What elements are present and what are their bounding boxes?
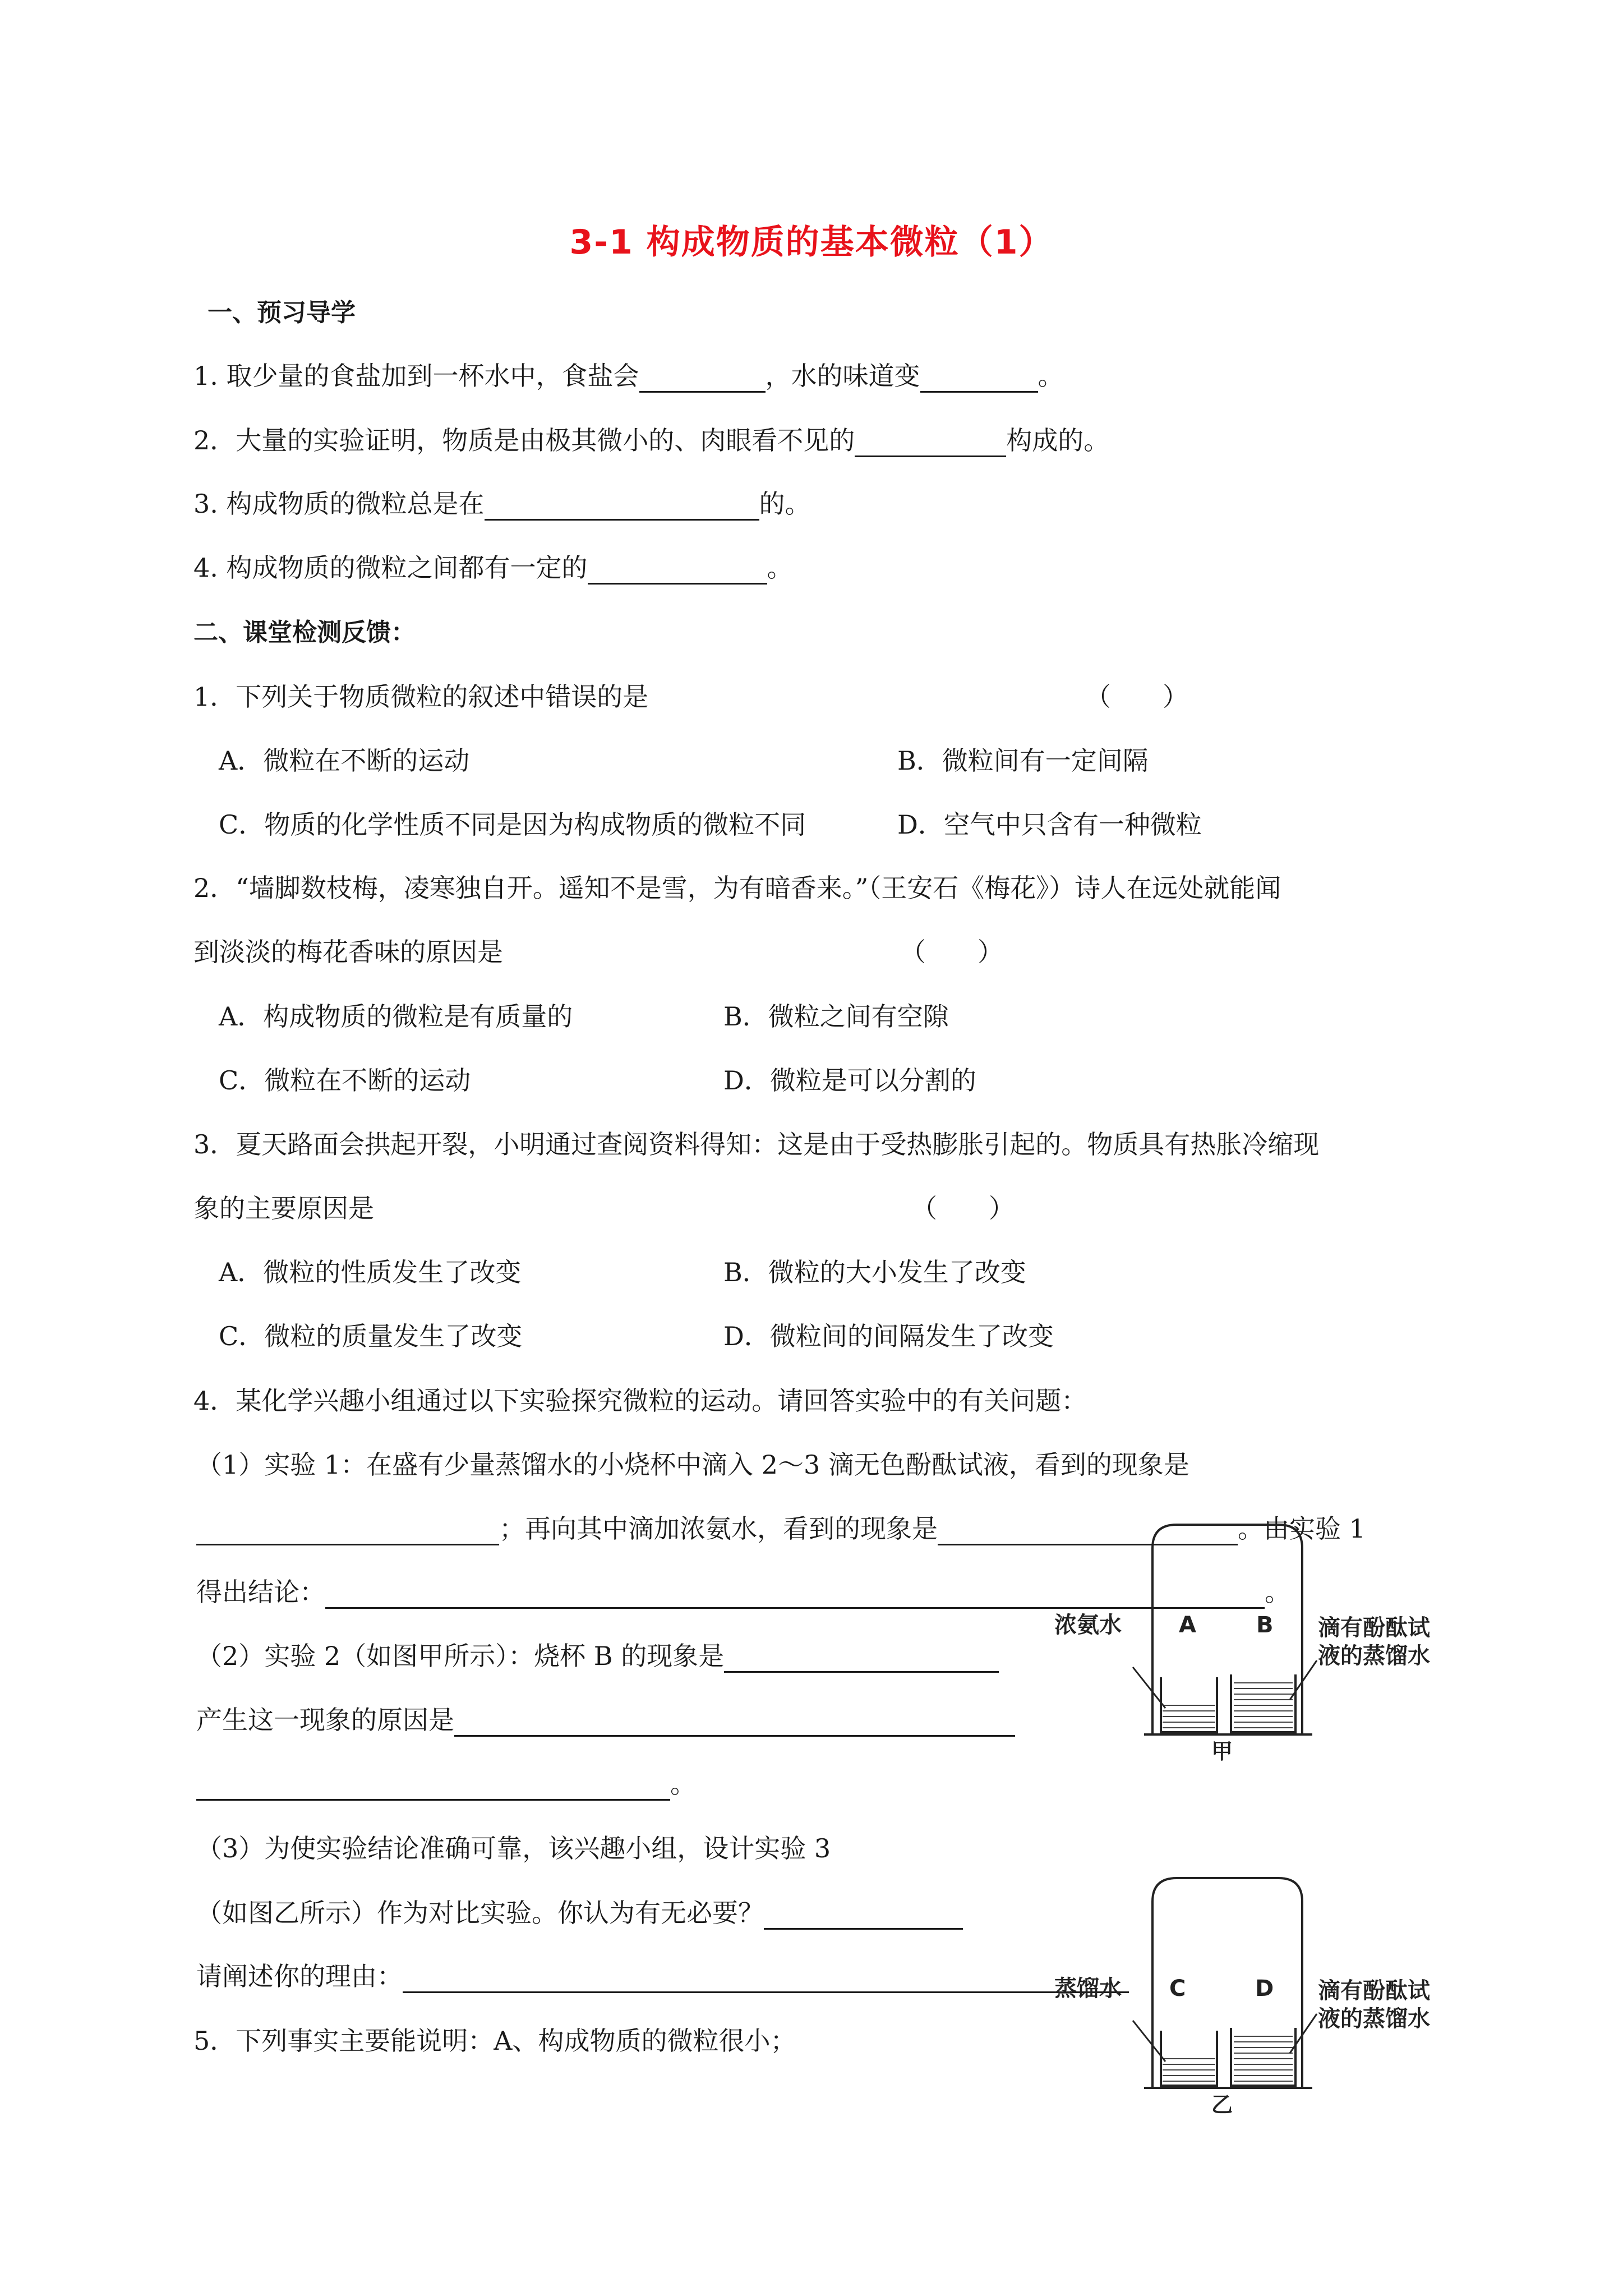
mc3-option-a: A．微粒的性质发生了改变 xyxy=(219,1257,522,1287)
q4-part1-conclusion-label: 得出结论： xyxy=(196,1577,325,1607)
yi-beaker-c-label: C xyxy=(1169,1976,1186,2001)
figure-jia xyxy=(1049,1515,1464,1761)
yi-left-label: 蒸馏水 xyxy=(1054,1976,1122,2001)
yi-beaker-d-label: D xyxy=(1255,1976,1274,2001)
mc3-option-b: B．微粒的大小发生了改变 xyxy=(723,1257,1026,1287)
q2-text-b: 构成的。 xyxy=(1006,425,1110,455)
q4-stem: 4．某化学兴趣小组通过以下实验探究微粒的运动。请回答实验中的有关问题： xyxy=(193,1386,1087,1416)
q4-part2-reason-label: 产生这一现象的原因是 xyxy=(196,1705,454,1735)
preview-q1 xyxy=(193,359,1064,393)
q4-part2-line1 xyxy=(196,1639,999,1673)
q4-part1-text-c: 。由实验 1 xyxy=(1238,1513,1366,1544)
q2-text-a: 2．大量的实验证明，物质是由极其微小的、肉眼看不见的 xyxy=(193,425,855,455)
jia-beaker-a-label: A xyxy=(1179,1612,1196,1638)
q4-part3-reason-blank[interactable] xyxy=(403,1963,1129,1993)
jia-caption: 甲 xyxy=(1211,1739,1233,1761)
mc3-stem-line2: 象的主要原因是 xyxy=(193,1193,374,1223)
mc3-stem-line1: 3．夏天路面会拱起开裂，小明通过查阅资料得知：这是由于受热膨胀引起的。物质具有热胀冷缩现 xyxy=(193,1129,1320,1159)
q1-text-a: 1. 取少量的食盐加到一杯水中，食盐会 xyxy=(193,361,639,391)
jia-right-label-1: 滴有酚酞试 xyxy=(1318,1615,1430,1641)
q4-part3-reason-label: 请阐述你的理由： xyxy=(196,1961,403,1991)
mc1-option-d: D．空气中只含有一种微粒 xyxy=(897,809,1202,840)
q4-part2-line2 xyxy=(196,1703,1015,1737)
mc3-option-c: C．微粒的质量发生了改变 xyxy=(219,1321,523,1351)
mc2-option-d: D．微粒是可以分割的 xyxy=(723,1065,976,1096)
q4-part2-text: （2）实验 2（如图甲所示）：烧杯 B 的现象是 xyxy=(196,1641,725,1671)
q4-text-a: 4. 构成物质的微粒之间都有一定的 xyxy=(193,553,588,583)
beaker-d-liquid xyxy=(1234,2036,1293,2081)
mc3-answer-paren[interactable]: （ ） xyxy=(911,1193,1015,1223)
section-heading-preview: 一、预习导学 xyxy=(208,298,356,327)
mc1-stem: 1．下列关于物质微粒的叙述中错误的是 xyxy=(193,682,649,712)
q2-blank[interactable] xyxy=(855,427,1006,457)
preview-q4 xyxy=(193,551,793,585)
mc2-stem-line1: 2．“墙脚数枝梅，凌寒独自开。遥知不是雪，为有暗香来。”（王安石《梅花》）诗人在远处就能闻 xyxy=(193,873,1281,903)
mc1-option-a: A．微粒在不断的运动 xyxy=(219,746,470,776)
mc2-option-c: C．微粒在不断的运动 xyxy=(219,1065,471,1096)
q5-stem: 5．下列事实主要能说明：A、构成物质的微粒很小； xyxy=(193,2026,796,2056)
q4-part1-conclusion-end: 。 xyxy=(1265,1577,1290,1607)
jia-right-label-2: 液的蒸馏水 xyxy=(1318,1643,1430,1669)
mc2-option-a: A．构成物质的微粒是有质量的 xyxy=(219,1001,573,1032)
q4-part3-line3 xyxy=(196,1959,1129,1993)
q4-part1-line1: （1）实验 1：在盛有少量蒸馏水的小烧杯中滴入 2～3 滴无色酚酞试液，看到的现象是 xyxy=(196,1450,1189,1480)
preview-q3 xyxy=(193,487,811,521)
q4-blank[interactable] xyxy=(588,555,767,585)
mc2-option-b: B．微粒之间有空隙 xyxy=(723,1001,949,1032)
q4-part2-reason-blank-2[interactable] xyxy=(196,1771,670,1801)
q4-part3-line2 xyxy=(196,1896,963,1930)
yi-caption: 乙 xyxy=(1211,2092,1233,2115)
q4-text-b: 。 xyxy=(767,553,793,583)
mc1-answer-paren[interactable]: （ ） xyxy=(1085,682,1188,712)
q4-part2-end: 。 xyxy=(670,1769,696,1799)
mc1-option-c: C．物质的化学性质不同是因为构成物质的微粒不同 xyxy=(219,809,806,840)
beaker-c-liquid xyxy=(1163,2059,1215,2081)
q4-part3-blank[interactable] xyxy=(764,1900,963,1930)
q4-part3-line1: （3）为使实验结论准确可靠，该兴趣小组，设计实验 3 xyxy=(196,1833,831,1864)
q4-part3-question: （如图乙所示）作为对比实验。你认为有无必要？ xyxy=(196,1898,764,1928)
mc2-stem-line2: 到淡淡的梅花香味的原因是 xyxy=(193,937,503,967)
beaker-b-liquid xyxy=(1234,1683,1293,1728)
q3-text-a: 3. 构成物质的微粒总是在 xyxy=(193,489,485,519)
mc1-option-b: B．微粒间有一定间隔 xyxy=(897,746,1149,776)
q1-text-c: 。 xyxy=(1038,361,1064,391)
figure-yi xyxy=(1049,1868,1464,2115)
mc3-option-d: D．微粒间的间隔发生了改变 xyxy=(723,1321,1054,1351)
beaker-a-liquid xyxy=(1163,1705,1215,1728)
preview-q2 xyxy=(193,424,1109,457)
page-title: 3-1 构成物质的基本微粒（1） xyxy=(569,223,1054,262)
yi-right-label-2: 液的蒸馏水 xyxy=(1318,2006,1430,2032)
q1-blank-2[interactable] xyxy=(920,363,1038,393)
q4-part2-reason-blank[interactable] xyxy=(454,1707,1015,1737)
q1-text-b: ，水的味道变 xyxy=(765,361,920,391)
q3-text-b: 的。 xyxy=(759,489,811,519)
bell-jar-outline xyxy=(1152,1525,1302,1733)
yi-right-label-1: 滴有酚酞试 xyxy=(1318,1978,1430,2004)
mc2-answer-paren[interactable]: （ ） xyxy=(900,937,1003,967)
q4-part1-blank-1[interactable] xyxy=(196,1516,499,1545)
q3-blank[interactable] xyxy=(485,491,759,521)
section-heading-feedback: 二、课堂检测反馈： xyxy=(193,618,416,647)
q4-part2-line3 xyxy=(196,1767,696,1801)
jia-beaker-b-label: B xyxy=(1256,1612,1274,1638)
q1-blank-1[interactable] xyxy=(639,363,766,393)
jia-left-label: 浓氨水 xyxy=(1054,1612,1122,1638)
q4-part1-text-b: ；再向其中滴加浓氨水，看到的现象是 xyxy=(499,1513,938,1544)
q4-part2-blank-1[interactable] xyxy=(724,1643,999,1673)
